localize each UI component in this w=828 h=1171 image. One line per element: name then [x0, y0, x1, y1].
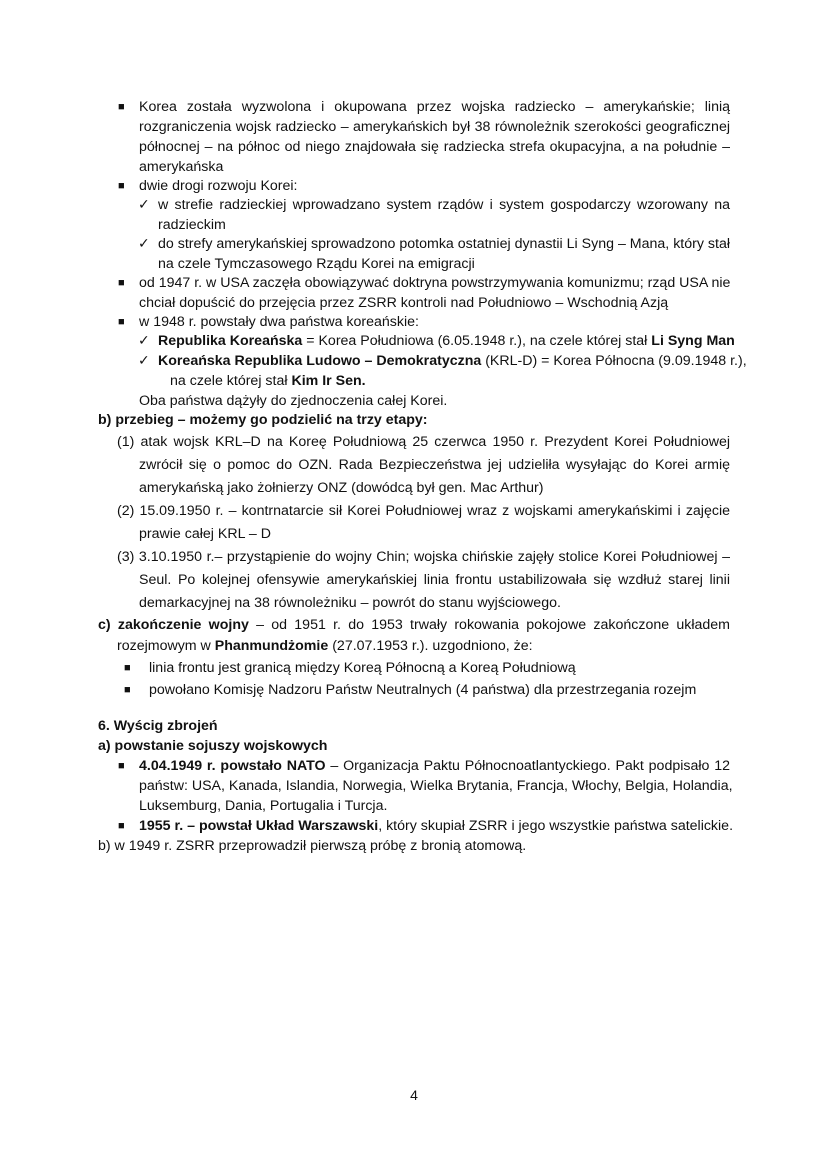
bullet-square-icon: ■: [124, 662, 131, 674]
checkmark-icon: ✓: [138, 197, 150, 213]
bullet-square-icon: ■: [118, 101, 125, 113]
bullet-square-icon: ■: [118, 277, 125, 289]
text-line: powołano Komisję Nadzoru Państw Neutralnych (4 państwa) dla przestrzegania rozejm: [149, 682, 697, 698]
text-line: c) zakończenie wojny – od 1951 r. do 1953 trwały rokowania pokojowe zakończone układem: [98, 617, 731, 633]
bold-term: 1955 r. – powstał Układ Warszawski: [139, 818, 379, 834]
text-line: do strefy amerykańskiej sprowadzono potomka ostatniej dynastii Li Syng – Mana, który stał: [158, 236, 730, 252]
bullet-square-icon: ■: [118, 180, 125, 192]
bullet-square-icon: ■: [118, 760, 125, 772]
text-line: od 1947 r. w USA zaczęła obowiązywać doktryna powstrzymywania komunizmu; rząd USA nie: [139, 275, 731, 291]
text-line: zwrócił się o pomoc do OZN. Rada Bezpieczeństwa jej udzieliła wysyłając do Korei armię: [139, 457, 730, 473]
checkmark-icon: ✓: [138, 353, 150, 369]
text-line: radzieckim: [158, 217, 226, 233]
text-line: chciał dopuścić do przejęcia przez ZSRR kontroli nad Południowo – Wschodnią Azją: [139, 295, 669, 311]
bold-term: Republika Koreańska: [158, 333, 303, 349]
text-line: w 1948 r. powstały dwa państwa koreańskie:: [139, 314, 419, 330]
subsection-heading: a) powstanie sojuszy wojskowych: [98, 738, 328, 754]
bullet-square-icon: ■: [124, 684, 131, 696]
text-line: 4.04.1949 r. powstało NATO – Organizacja Paktu Północnoatlantyckiego. Pakt podpisało 12: [139, 758, 730, 774]
checkmark-icon: ✓: [138, 236, 150, 252]
text-line: amerykańską jako żołnierzy ONZ (dowódcą był gen. Mac Arthur): [139, 480, 544, 496]
text-line: północnej – na północ od niego znajdowała się radziecka strefa okupacyjna, a na południe –: [139, 139, 730, 155]
text-line: amerykańska: [139, 159, 224, 175]
text-line: na czele której stał Kim Ir Sen.: [170, 373, 366, 389]
checkmark-icon: ✓: [138, 333, 150, 349]
text-line: dwie drogi rozwoju Korei:: [139, 178, 298, 194]
text-line: państw: USA, Kanada, Islandia, Norwegia, Wielka Brytania, Francja, Włochy, Belgia, Holandia,: [139, 778, 733, 794]
text-line: (3) 3.10.1950 r.– przystąpienie do wojny Chin; wojska chińskie zajęły stolice Korei Południowej –: [117, 549, 730, 565]
bold-term: Phanmundżomie: [214, 638, 329, 654]
bold-term: Li Syng Man: [651, 333, 735, 349]
page-number: 4: [410, 1087, 418, 1103]
text-line: 1955 r. – powstał Układ Warszawski, który skupiał ZSRR i jego wszystkie państwa satelickie.: [139, 818, 734, 834]
text-line: demarkacyjnej na 38 równoleżniku – powrót do stanu wyjściowego.: [139, 595, 561, 611]
bullet-square-icon: ■: [118, 820, 125, 832]
text-line: prawie całej KRL – D: [139, 526, 271, 542]
section-heading: 6. Wyścig zbrojeń: [98, 718, 218, 734]
section-heading: b) przebieg – możemy go podzielić na trzy etapy:: [98, 412, 428, 428]
bold-term: Koreańska Republika Ludowo – Demokratyczna: [158, 353, 482, 369]
text-line: (2) 15.09.1950 r. – kontrnatarcie sił Korei Południowej wraz z wojskami amerykańskimi i zajęcie: [117, 503, 730, 519]
text-line: rozgraniczenia wojsk radziecko – amerykańskich był 38 równoleżnik szerokości geograficznej: [139, 119, 730, 135]
text-line: (1) atak wojsk KRL–D na Koreę Południową 25 czerwca 1950 r. Prezydent Korei Południowej: [117, 434, 730, 450]
text-line: linia frontu jest granicą między Koreą Północną a Koreą Południową: [149, 660, 576, 676]
text-line: na czele Tymczasowego Rządu Korei na emigracji: [158, 256, 475, 272]
text-line: Republika Koreańska = Korea Południowa (6.05.1948 r.), na czele której stał Li Syng Man: [158, 333, 735, 349]
text-line: Luksemburg, Dania, Portugalia i Turcja.: [139, 798, 388, 814]
text-line: Koreańska Republika Ludowo – Demokratyczna (KRL-D) = Korea Północna (9.09.1948 r.),: [158, 353, 747, 369]
text-line: Oba państwa dążyły do zjednoczenia całej Korei.: [139, 393, 448, 409]
bold-term: Kim Ir Sen.: [291, 373, 366, 389]
bold-term: 4.04.1949 r. powstało NATO: [139, 758, 326, 774]
bullet-square-icon: ■: [118, 316, 125, 328]
text-line: Korea została wyzwolona i okupowana przez wojska radziecko – amerykańskie; linią: [139, 99, 730, 115]
text-line: Seul. Po kolejnej ofensywie amerykańskiej linia frontu ustabilizowała się wzdłuż starej linii: [139, 572, 730, 588]
text-line: b) w 1949 r. ZSRR przeprowadził pierwszą próbę z bronią atomową.: [98, 838, 527, 854]
section-heading: c) zakończenie wojny: [98, 617, 249, 633]
text-line: rozejmowym w Phanmundżomie (27.07.1953 r.). uzgodniono, że:: [117, 638, 533, 654]
text-line: w strefie radzieckiej wprowadzano system rządów i system gospodarczy wzorowany na: [158, 197, 730, 213]
